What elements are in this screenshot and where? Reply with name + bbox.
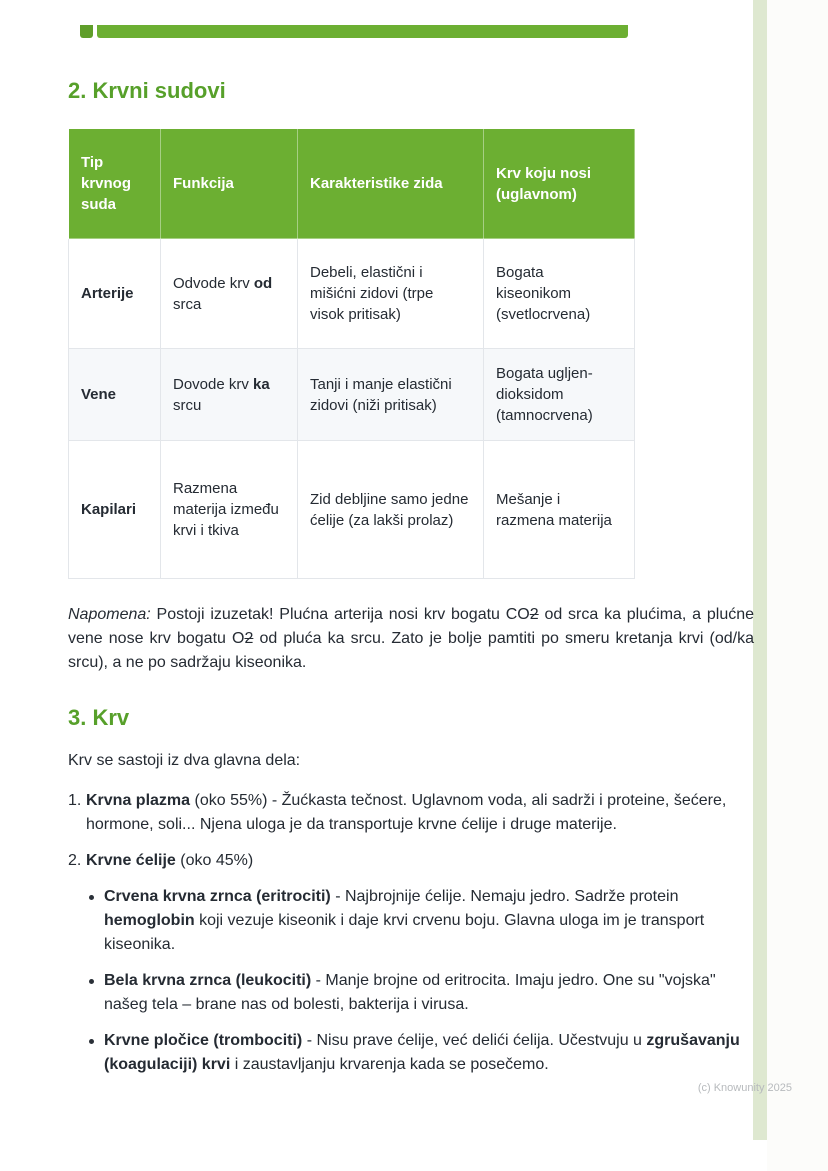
previous-section-cutoff-bar-body	[97, 25, 628, 38]
cell-zid-vene: Tanji i manje elastični zidovi (niži pritisak)	[298, 349, 484, 441]
bullet-item-eritrociti	[86, 885, 754, 957]
cell-tip-kapilari: Kapilari	[69, 441, 161, 579]
list-item-text: Krvna plazma (oko 55%) - Žućkasta tečnost. Uglavnom voda, ali sadrži i proteine, šećere, hormone, soli... Njena uloga je da transportuje krvne ćelije i druge materije.	[86, 792, 727, 833]
bullet-list	[86, 885, 754, 1077]
cell-krv-arterije: Bogata kiseonikom (svetlocrvena)	[484, 239, 635, 349]
list-marker: 2.	[68, 852, 82, 869]
previous-section-cutoff-bar	[80, 25, 628, 38]
previous-section-cutoff-bar-cap	[80, 25, 93, 38]
section-title-krvni-sudovi: 2. Krvni sudovi	[68, 78, 226, 103]
intro-paragraph: Krv se sastoji iz dva glavna dela:	[68, 752, 301, 769]
table-row-arterije	[69, 239, 635, 349]
blood-vessels-table	[68, 128, 635, 579]
bullet-text: Bela krvna zrnca (leukociti) - Manje brojne od eritrocita. Imaju jedro. One su "vojska" našeg tela – brane nas od bolesti, bakterija i virusa.	[104, 972, 716, 1013]
cell-zid-arterije: Debeli, elastični i mišićni zidovi (trpe visok pritisak)	[298, 239, 484, 349]
table-header-krv: Krv koju nosi (uglavnom)	[484, 129, 635, 239]
cell-krv-kapilari: Mešanje i razmena materija	[484, 441, 635, 579]
page-edge-strip	[753, 0, 767, 1140]
list-item-krvna-plazma	[68, 789, 754, 837]
bullet-item-trombociti	[86, 1029, 754, 1077]
bullet-text: Crvena krvna zrnca (eritrociti) - Najbrojnije ćelije. Nemaju jedro. Sadrže protein hemoglobin koji vezuje kiseonik i daje krvi crvenu boju. Glavna uloga im je transport kiseonika.	[104, 888, 705, 953]
cell-funkcija-kapilari: Razmena materija između krvi i tkiva	[161, 441, 298, 579]
cell-funkcija-arterije: Odvode krv od srca	[161, 239, 298, 349]
watermark: (c) Knowunity 2025	[697, 1082, 792, 1094]
table-row-kapilari	[69, 441, 635, 579]
cell-krv-vene: Bogata ugljen-dioksidom (tamnocrvena)	[484, 349, 635, 441]
cell-tip-arterije: Arterije	[69, 239, 161, 349]
table-row-vene	[69, 349, 635, 441]
cell-zid-kapilari: Zid debljine samo jedne ćelije (za lakši prolaz)	[298, 441, 484, 579]
section-title-krv: 3. Krv	[68, 705, 130, 730]
document-content	[68, 0, 754, 1077]
cell-funkcija-vene: Dovode krv ka srcu	[161, 349, 298, 441]
note-paragraph: Napomena: Postoji izuzetak! Plućna arterija nosi krv bogatu CO2 od srca ka plućima, a plućne vene nose krv bogatu O2 od pluća ka srcu. Zato je bolje pamtiti po smeru kretanja krvi (od/ka srcu), a ne po sadržaju kiseonika.	[68, 606, 755, 671]
bullet-dot-icon	[86, 885, 104, 957]
page-right-gutter	[767, 0, 828, 1171]
bullet-dot-icon	[86, 969, 104, 1017]
list-item-krvne-celije	[68, 849, 754, 1077]
list-item-text: Krvne ćelije (oko 45%)	[86, 852, 254, 869]
list-item-body	[86, 849, 754, 1077]
table-header-tip: Tip krvnog suda	[69, 129, 161, 239]
bullet-text: Krvne pločice (trombociti) - Nisu prave ćelije, već delići ćelija. Učestvuju u zgrušavanju (koagulaciji) krvi i zaustavljanju krvarenja kada se posečemo.	[104, 1032, 740, 1073]
table-header-zid: Karakteristike zida	[298, 129, 484, 239]
numbered-list	[68, 789, 754, 1077]
cell-tip-vene: Vene	[69, 349, 161, 441]
bullet-dot-icon	[86, 1029, 104, 1077]
table-header-row	[69, 129, 635, 239]
list-marker: 1.	[68, 792, 82, 809]
table-header-funkcija: Funkcija	[161, 129, 298, 239]
bullet-item-leukociti	[86, 969, 754, 1017]
